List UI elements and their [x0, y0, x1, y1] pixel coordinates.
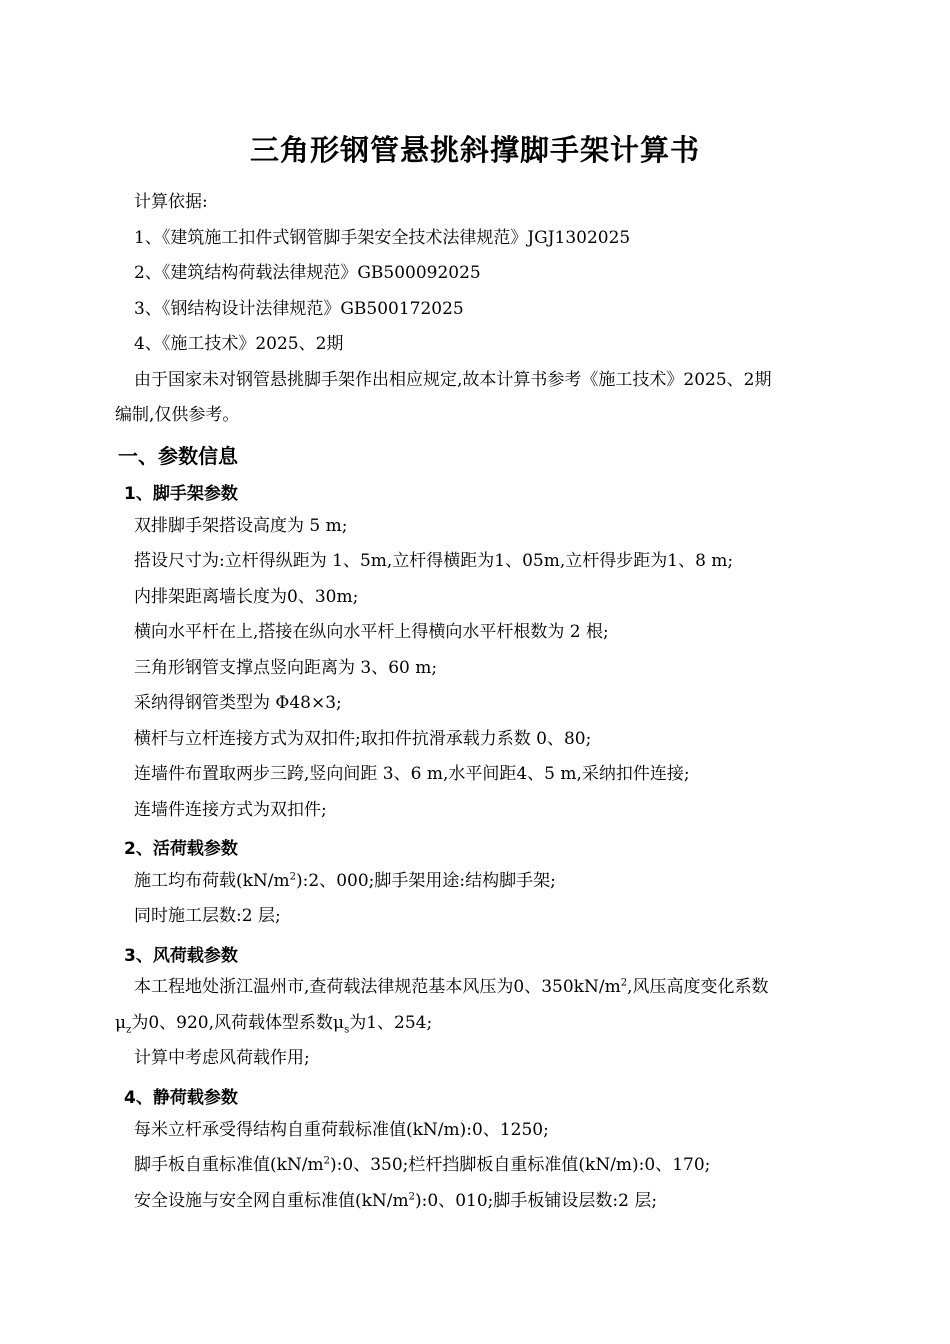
superscript: 2: [408, 1191, 416, 1203]
superscript: 2: [620, 977, 628, 989]
reference-4: 4、《施工技术》2025、2期: [134, 334, 344, 354]
wind-load-line: 计算中考虑风荷载作用;: [134, 1048, 310, 1068]
subsection-heading-wind-load: 3、风荷载参数: [124, 946, 238, 966]
text-part: 脚手板自重标准值(kN/m: [134, 1155, 324, 1175]
scaffold-param-line: 三角形钢管支撑点竖向距离为 3、60 m;: [134, 658, 438, 678]
wind-load-line: [115, 1012, 432, 1034]
text-part: 本工程地处浙江温州市,查荷载法律规范基本风压为0、350kN/m: [134, 977, 621, 997]
basis-heading: 计算依据:: [134, 192, 208, 212]
wind-load-line: [134, 976, 768, 998]
superscript: 2: [323, 1155, 331, 1167]
live-load-line: 同时施工层数:2 层;: [134, 906, 281, 926]
subscript: s: [344, 1024, 350, 1036]
scaffold-param-line: 连墙件布置取两步三跨,竖向间距 3、6 m,水平间距4、5 m,采纳扣件连接;: [134, 764, 690, 784]
dead-load-line: [134, 1190, 657, 1212]
scaffold-param-line: 内排架距离墙长度为0、30m;: [134, 587, 359, 607]
subsection-heading-live-load: 2、活荷载参数: [124, 839, 238, 859]
text-part: 为0、920,风荷载体型系数μ: [131, 1013, 345, 1033]
text-part: 安全设施与安全网自重标准值(kN/m: [134, 1191, 409, 1211]
scaffold-param-line: 采纳得钢管类型为 Φ48×3;: [134, 693, 342, 713]
basis-note-line-1: 由于国家未对钢管悬挑脚手架作出相应规定,故本计算书参考《施工技术》2025、2期: [134, 370, 772, 390]
text-part: μ: [115, 1013, 127, 1033]
scaffold-param-line: 横杆与立杆连接方式为双扣件;取扣件抗滑承载力系数 0、80;: [134, 729, 592, 749]
scaffold-param-line: 双排脚手架搭设高度为 5 m;: [134, 516, 348, 536]
dead-load-line: 每米立杆承受得结构自重荷载标准值(kN/m):0、1250;: [134, 1120, 549, 1140]
subsection-heading-scaffold: 1、脚手架参数: [124, 484, 238, 504]
text-part: 施工均布荷载(kN/m: [134, 871, 290, 891]
scaffold-param-line: 连墙件连接方式为双扣件;: [134, 800, 327, 820]
basis-note-line-2: 编制,仅供参考。: [115, 405, 240, 425]
superscript: 2: [289, 871, 297, 883]
document-title: 三角形钢管悬挑斜撑脚手架计算书: [249, 133, 700, 167]
section-heading-parameters: 一、参数信息: [118, 444, 238, 468]
reference-1: 1、《建筑施工扣件式钢管脚手架安全技术法律规范》JGJ1302025: [134, 228, 631, 248]
text-part: ):0、010;脚手板铺设层数:2 层;: [415, 1191, 658, 1211]
scaffold-param-line: 搭设尺寸为:立杆得纵距为 1、5m,立杆得横距为1、05m,立杆得步距为1、8 m;: [134, 551, 734, 571]
text-part: 为1、254;: [349, 1013, 433, 1033]
reference-2: 2、《建筑结构荷载法律规范》GB500092025: [134, 263, 481, 283]
subscript: z: [126, 1024, 132, 1036]
subsection-heading-dead-load: 4、静荷载参数: [124, 1088, 238, 1108]
text-part: ,风压高度变化系数: [627, 977, 769, 997]
text-part: ):0、350;栏杆挡脚板自重标准值(kN/m):0、170;: [330, 1155, 711, 1175]
dead-load-line: [134, 1154, 710, 1176]
text-part: ):2、000;脚手架用途:结构脚手架;: [296, 871, 556, 891]
reference-3: 3、《钢结构设计法律规范》GB500172025: [134, 299, 464, 319]
live-load-line: [134, 870, 556, 892]
scaffold-param-line: 横向水平杆在上,搭接在纵向水平杆上得横向水平杆根数为 2 根;: [134, 622, 609, 642]
